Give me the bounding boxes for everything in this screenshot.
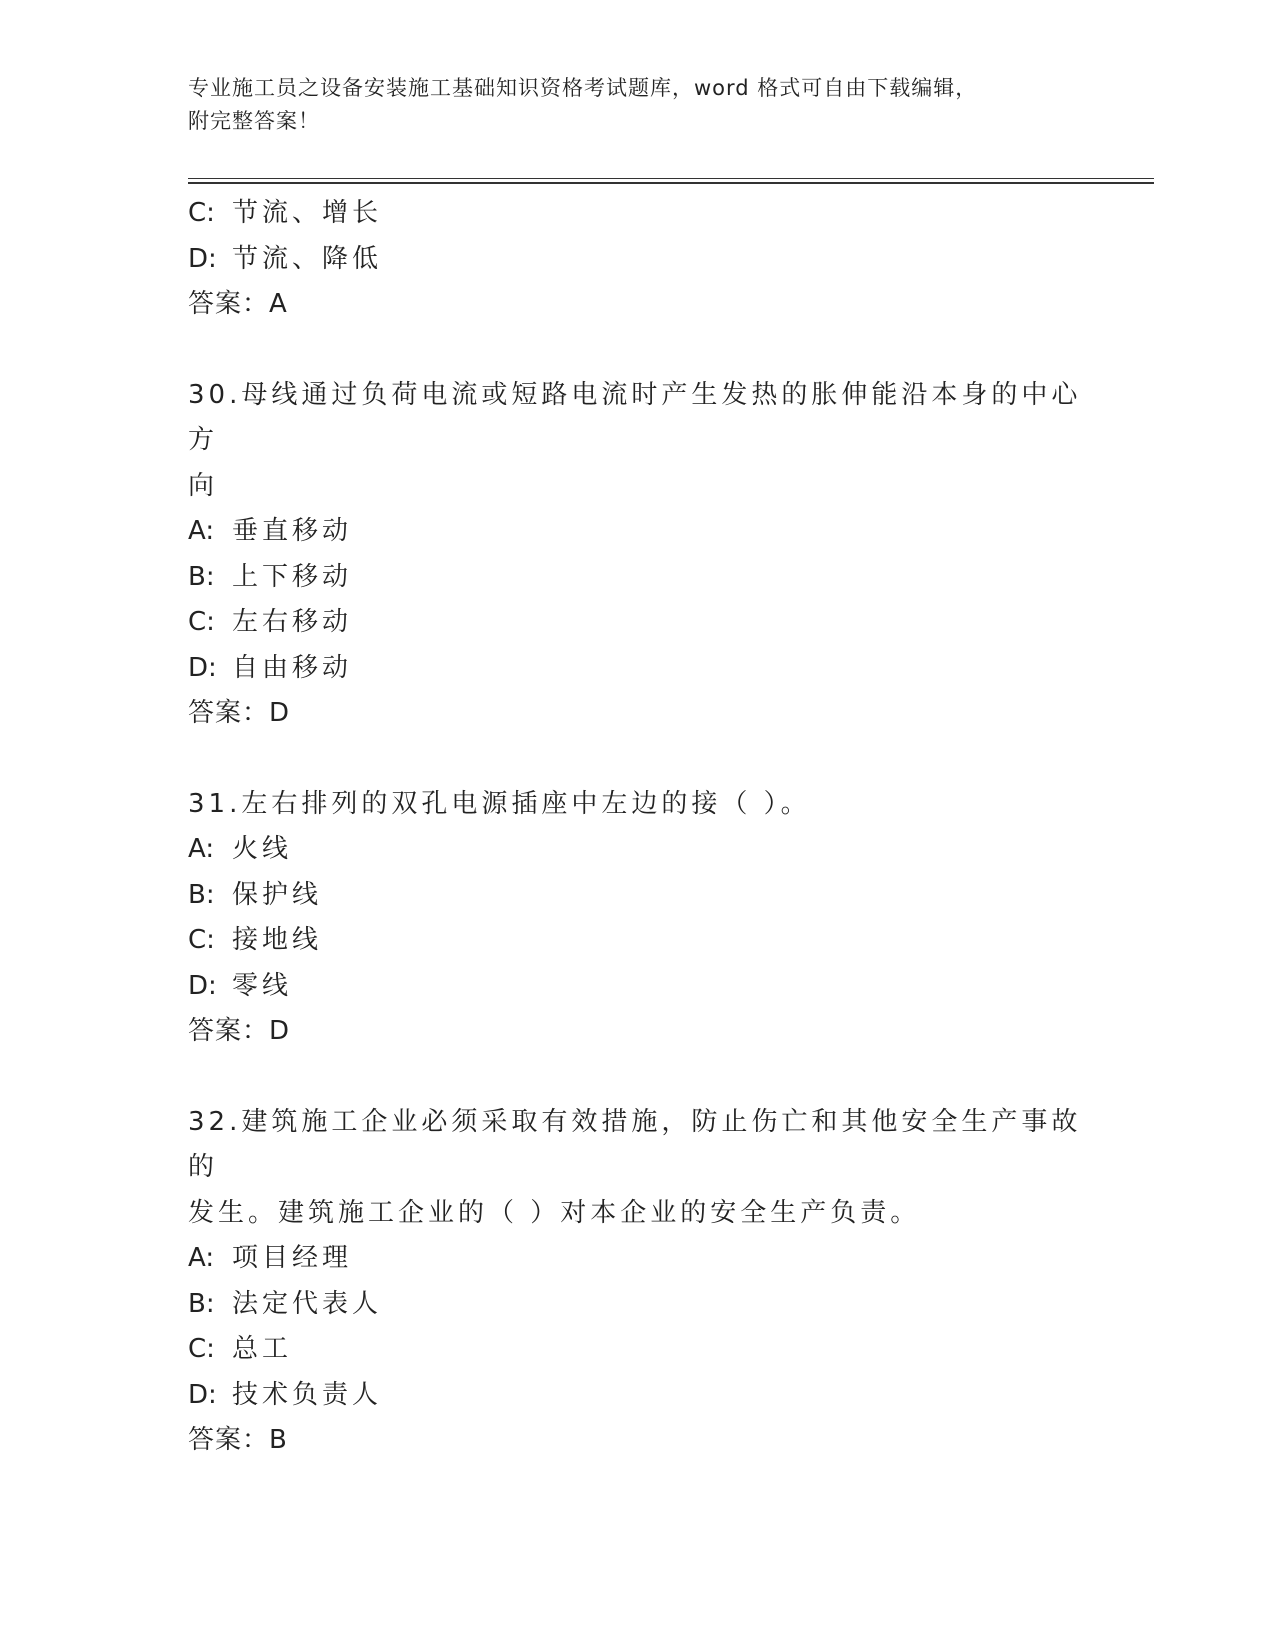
option-b: B: 上下移动: [188, 561, 353, 592]
option-a: A: 项目经理: [188, 1243, 353, 1273]
option-d: D: 节流、降低: [188, 243, 383, 274]
answer-label: 答案：A: [188, 289, 288, 319]
answer-label: 答案：D: [188, 698, 291, 728]
option-a: A: 垂直移动: [188, 516, 353, 546]
question-stem: 31.左右排列的双孔电源插座中左边的接（ ）。: [188, 788, 811, 819]
answer-label: 答案：B: [188, 1425, 288, 1455]
option-a: A: 火线: [188, 834, 293, 864]
question-stem-continued: 向: [188, 470, 219, 501]
header-line-2: 附完整答案！: [188, 109, 320, 133]
option-d: D: 技术负责人: [188, 1379, 383, 1410]
question-list: [188, 191, 1088, 1464]
option-c: C: 接地线: [188, 925, 323, 955]
option-c: C: 总工: [188, 1334, 293, 1364]
option-b: B: 法定代表人: [188, 1288, 383, 1319]
question-29-tail: [188, 191, 1088, 328]
option-c: C: 节流、增长: [188, 198, 383, 228]
question-stem: 30.母线通过负荷电流或短路电流时产生发热的胀伸能沿本身的中心方: [188, 379, 1082, 455]
header-divider-thick: [188, 182, 1154, 184]
question-31: [188, 782, 1088, 1055]
header-divider-thin: [188, 178, 1154, 179]
option-d: D: 零线: [188, 970, 293, 1001]
answer-label: 答案：D: [188, 1016, 291, 1046]
question-30: [188, 373, 1088, 737]
question-stem: 32.建筑施工企业必须采取有效措施，防止伤亡和其他安全生产事故的: [188, 1106, 1082, 1182]
option-c: C: 左右移动: [188, 607, 353, 637]
document-header: [188, 72, 1088, 138]
header-line-1: 专业施工员之设备安装施工基础知识资格考试题库，word 格式可自由下载编辑，: [188, 76, 978, 100]
question-32: [188, 1100, 1088, 1464]
question-stem-continued: 发生。建筑施工企业的（ ）对本企业的安全生产负责。: [188, 1197, 921, 1228]
option-d: D: 自由移动: [188, 652, 353, 683]
option-b: B: 保护线: [188, 879, 323, 910]
